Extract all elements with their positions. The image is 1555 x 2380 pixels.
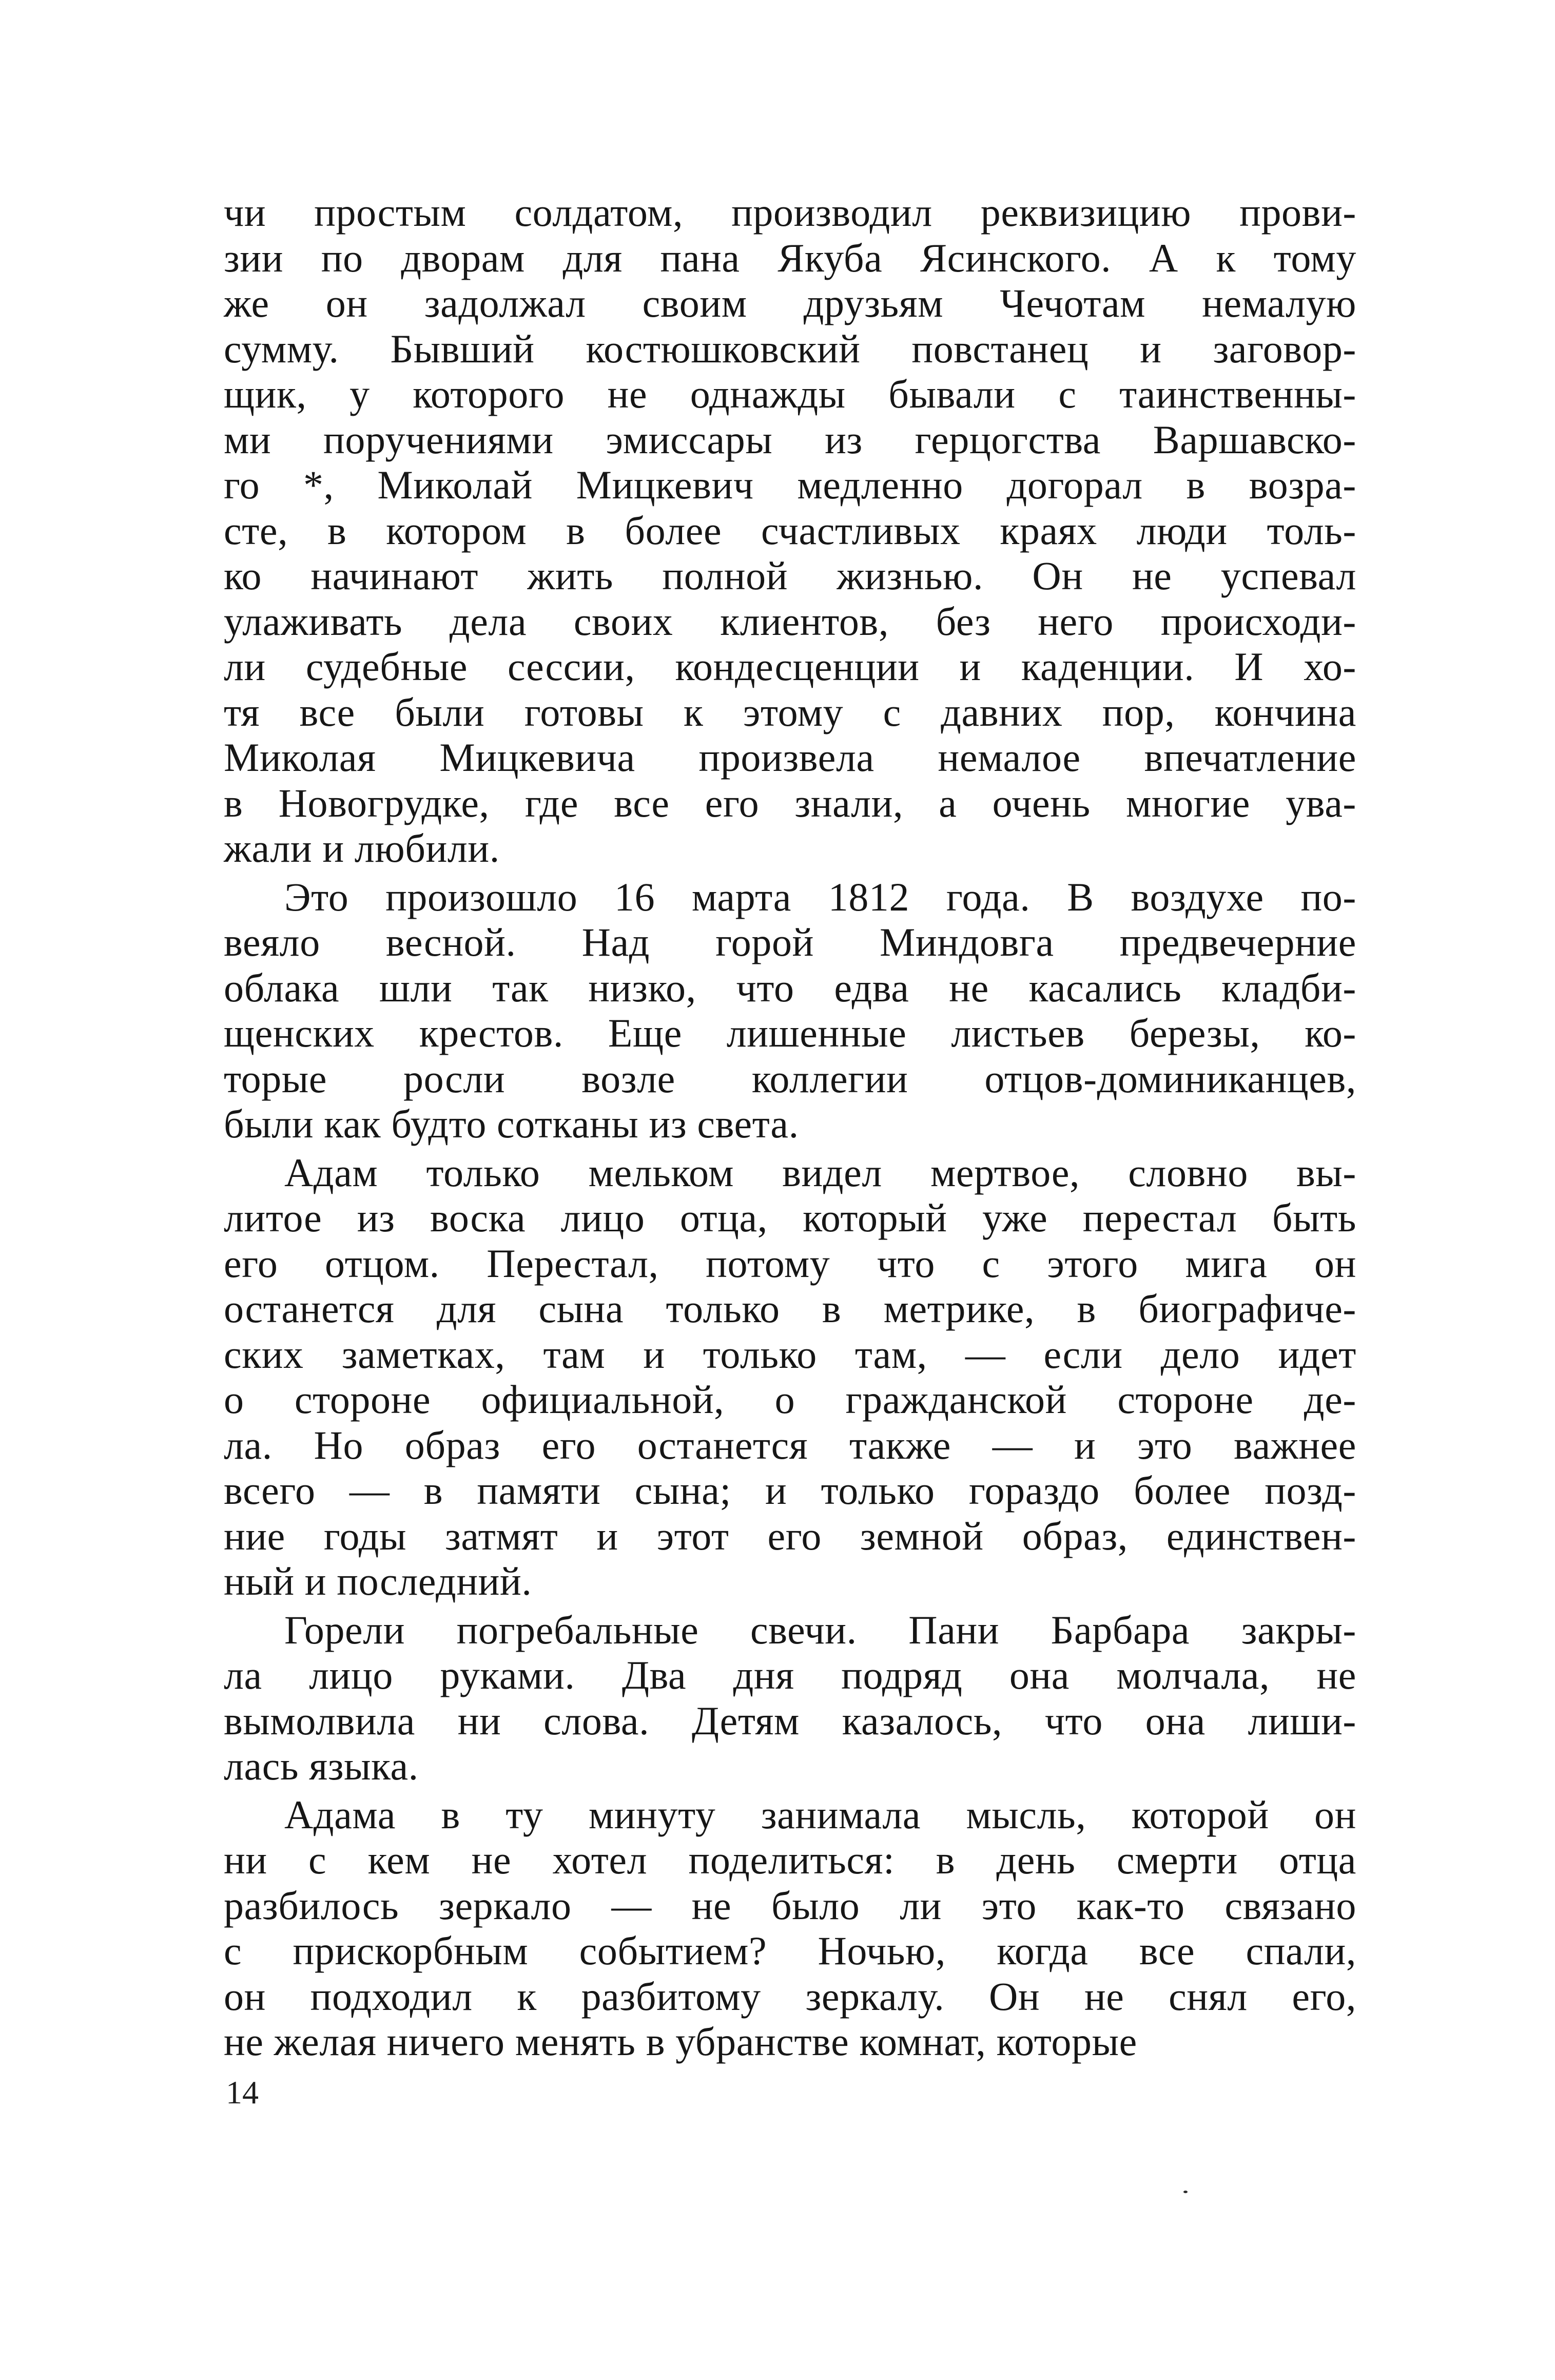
page-number: 14 bbox=[226, 2074, 259, 2111]
paragraph bbox=[224, 875, 1356, 1147]
text-line: ских заметках, там и только там, — если дело идет bbox=[224, 1331, 1356, 1377]
paragraph bbox=[224, 1792, 1356, 2065]
text-line: Адама в ту минуту занимала мысль, которой он bbox=[284, 1792, 1356, 1837]
text-line: Миколая Мицкевича произвела немалое впечатление bbox=[224, 735, 1356, 780]
text-line: го *, Миколай Мицкевич медленно догорал в возра- bbox=[224, 462, 1356, 507]
text-line: о стороне официальной, о гражданской стороне де- bbox=[224, 1377, 1356, 1422]
text-line: торые росли возле коллегии отцов-доминиканцев, bbox=[224, 1056, 1356, 1101]
paragraph bbox=[224, 1608, 1356, 1789]
text-line: ко начинают жить полной жизнью. Он не успевал bbox=[224, 553, 1356, 598]
text-line: ли судебные сессии, кондесценции и каденции. И хо- bbox=[224, 644, 1356, 689]
text-line: не желая ничего менять в убранстве комнат, которые bbox=[224, 2019, 1137, 2064]
text-line: зии по дворам для пана Якуба Ясинского. А к тому bbox=[224, 235, 1356, 280]
text-line: щенских крестов. Еще лишенные листьев березы, ко- bbox=[224, 1011, 1356, 1055]
text-line: чи простым солдатом, производил реквизицию прови- bbox=[224, 190, 1356, 235]
text-line: ние годы затмят и этот его земной образ, единствен- bbox=[224, 1513, 1356, 1558]
text-line: же он задолжал своим друзьям Чечотам немалую bbox=[224, 281, 1356, 325]
text-line: в Новогрудке, где все его знали, а очень многие ува- bbox=[224, 780, 1356, 825]
text-line: ми поручениями эмиссары из герцогства Варшавско- bbox=[224, 417, 1356, 462]
text-line: Это произошло 16 марта 1812 года. В воздухе по- bbox=[284, 874, 1356, 919]
print-speck bbox=[1183, 2191, 1188, 2193]
body-text bbox=[224, 190, 1356, 2065]
paragraph bbox=[224, 1150, 1356, 1604]
text-line: всего — в памяти сына; и только гораздо более позд- bbox=[224, 1468, 1356, 1513]
text-line: жали и любили. bbox=[224, 826, 500, 870]
text-line: тя все были готовы к этому с давних пор, кончина bbox=[224, 689, 1356, 734]
text-line: ный и последний. bbox=[224, 1559, 532, 1603]
text-line: ни с кем не хотел поделиться: в день смерти отца bbox=[224, 1837, 1356, 1882]
text-line: сте, в котором в более счастливых краях люди толь- bbox=[224, 508, 1356, 553]
text-line: его отцом. Перестал, потому что с этого мига он bbox=[224, 1241, 1356, 1286]
text-line: щик, у которого не однажды бывали с таинственны- bbox=[224, 372, 1356, 416]
text-line: ла. Но образ его останется также — и это важнее bbox=[224, 1422, 1356, 1467]
text-line: разбилось зеркало — не было ли это как-то связано bbox=[224, 1883, 1356, 1928]
text-line: сумму. Бывший костюшковский повстанец и заговор- bbox=[224, 326, 1356, 371]
text-line: Горели погребальные свечи. Пани Барбара закры- bbox=[284, 1607, 1356, 1652]
text-line: останется для сына только в метрике, в биографиче- bbox=[224, 1286, 1356, 1331]
text-line: лась языка. bbox=[224, 1744, 419, 1788]
text-line: он подходил к разбитому зеркалу. Он не снял его, bbox=[224, 1973, 1356, 2019]
paragraph bbox=[224, 190, 1356, 872]
text-line: облака шли так низко, что едва не касались кладби- bbox=[224, 965, 1356, 1010]
text-line: ла лицо руками. Два дня подряд она молчала, не bbox=[224, 1653, 1356, 1697]
text-line: улаживать дела своих клиентов, без него происходи- bbox=[224, 598, 1356, 644]
text-line: веяло весной. Над горой Миндовга предвечерние bbox=[224, 920, 1356, 964]
text-line: вымолвила ни слова. Детям казалось, что она лиши- bbox=[224, 1698, 1356, 1743]
text-line: были как будто сотканы из света. bbox=[224, 1101, 799, 1146]
text-line: литое из воска лицо отца, который уже перестал быть bbox=[224, 1195, 1356, 1240]
text-line: Адам только мельком видел мертвое, словно вы- bbox=[284, 1150, 1356, 1195]
text-line: с прискорбным событием? Ночью, когда все спали, bbox=[224, 1928, 1356, 1973]
